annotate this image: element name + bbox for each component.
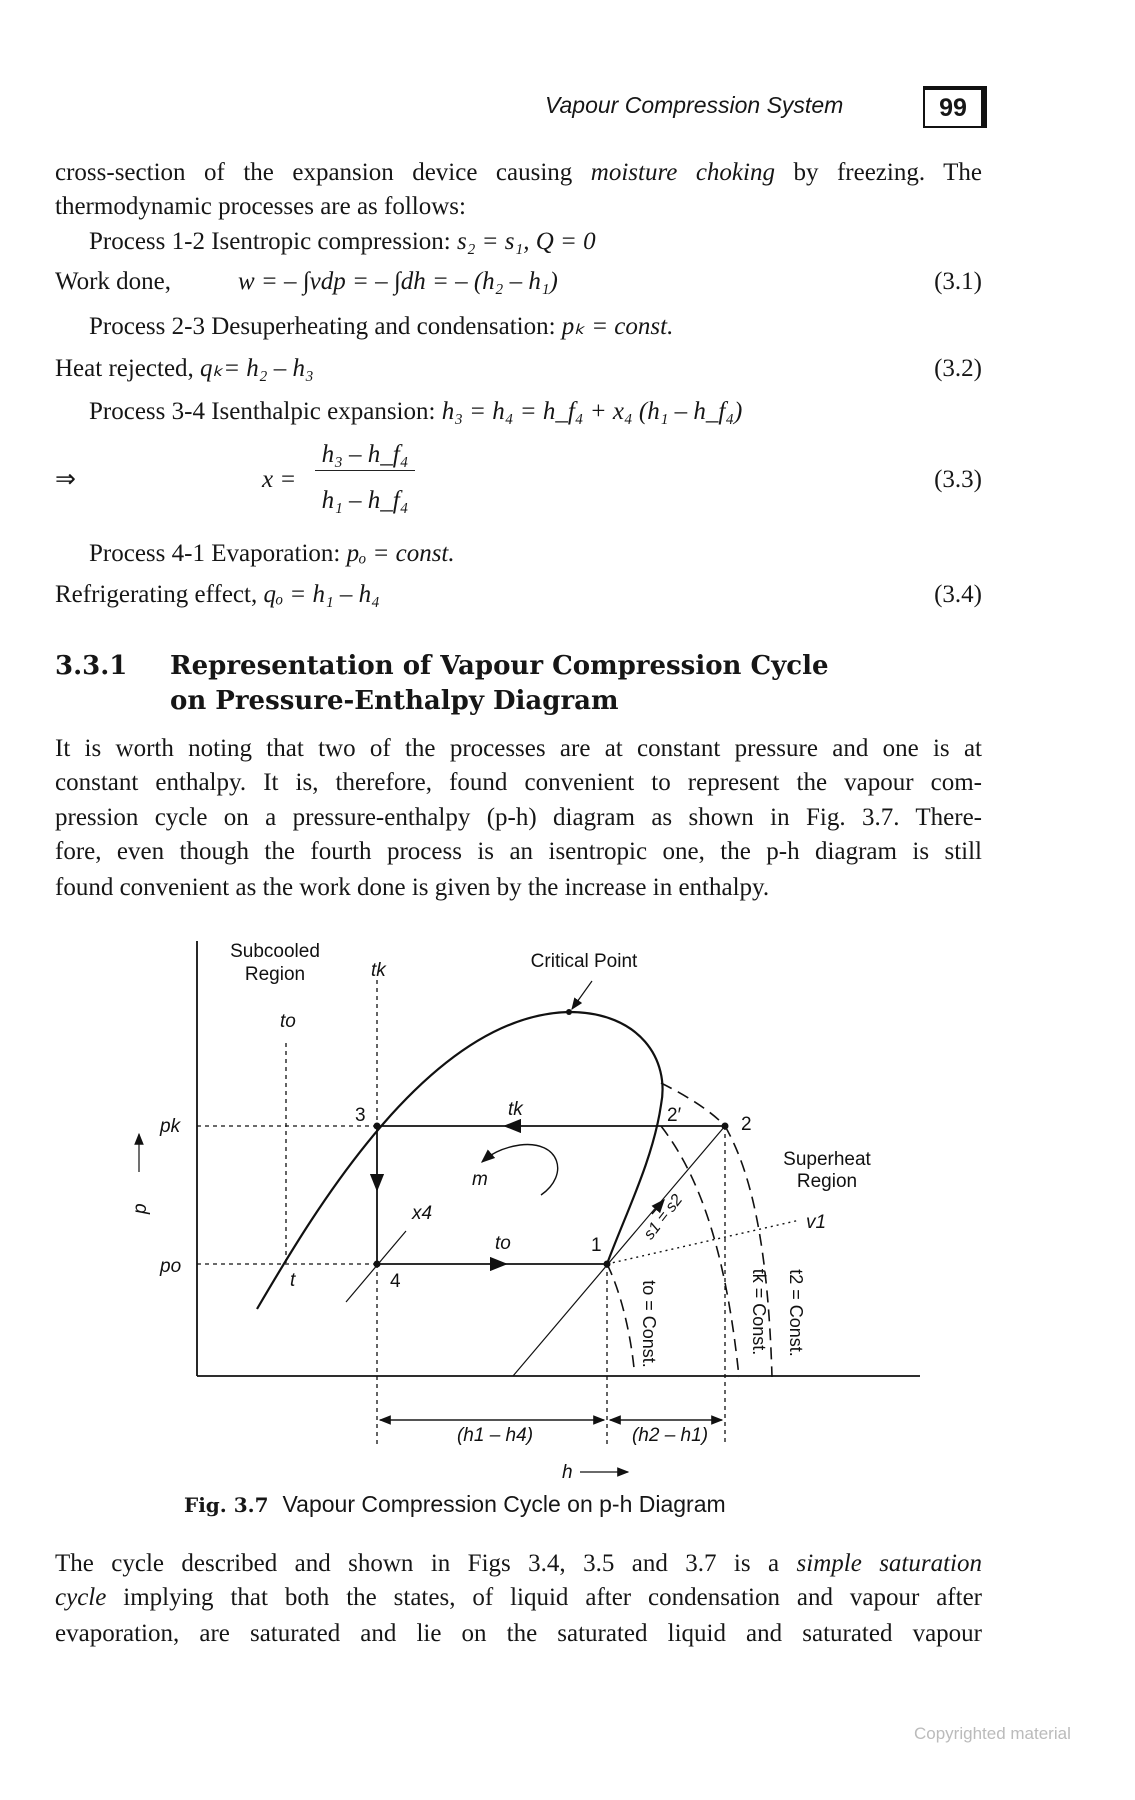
intro-line-2: thermodynamic processes are as follows: — [55, 193, 466, 220]
work-done-label: Work done, — [55, 268, 172, 295]
section-title-line-1: Representation of Vapour Compression Cycle — [170, 651, 829, 681]
label: Process 2-3 Desuperheating and condensation: — [89, 313, 562, 340]
caption-text: Vapour Compression Cycle on p-h Diagram — [282, 1491, 726, 1517]
figure-caption — [184, 1491, 726, 1518]
t2-const-label: t2 = Const. — [786, 1269, 806, 1357]
po-label: po — [160, 1256, 182, 1277]
point-2prime-label: 2′ — [667, 1105, 682, 1126]
v1-label: v1 — [806, 1212, 827, 1233]
equation: qₖ= h₂ – h₃ — [200, 355, 314, 382]
section-number: 3.3.1 — [55, 651, 128, 681]
equation: s₂ = s₁, Q = 0 — [456, 228, 596, 255]
equation: h₁ – h_f₄ — [321, 487, 409, 514]
work-done-equation — [238, 267, 558, 297]
pk-label: pk — [160, 1116, 181, 1137]
text: by freezing. The — [774, 159, 982, 186]
point-t-label: t — [290, 1270, 296, 1291]
specific-volume-line — [607, 1220, 800, 1264]
superheat-label: Superheat — [783, 1149, 871, 1170]
fraction-numerator — [315, 440, 415, 471]
h-axis-label: h — [562, 1462, 573, 1480]
emphasis: moisture choking — [590, 159, 775, 186]
paragraph-line: fore, even though the fourth process is an isentropic one, the p-h diagram is still — [55, 838, 982, 865]
equation: w = – ∫vdp = – ∫dh = – (h₂ – h₁) — [238, 268, 558, 295]
implies-symbol: ⇒ — [55, 466, 76, 493]
point-2-label: 2 — [741, 1114, 752, 1135]
equation: h₃ – h_f₄ — [321, 441, 409, 468]
to-mid-label: to — [495, 1233, 511, 1254]
dimension-h1-h4: (h1 – h4) — [456, 1425, 534, 1446]
fraction-denominator — [315, 486, 415, 516]
process-1-2 — [89, 227, 596, 257]
running-title: Vapour Compression System — [545, 92, 844, 118]
point-3-label: 3 — [355, 1105, 366, 1126]
subcooled-label: Subcooled — [230, 941, 320, 962]
dimension-h2-h1: (h2 – h1) — [631, 1425, 709, 1446]
text: implying that both the states, of liquid after condensation and vapour after — [106, 1584, 982, 1611]
section-title-line-2: on Pressure-Enthalpy Diagram — [170, 686, 619, 716]
equation-number: (3.1) — [934, 268, 982, 295]
tk-top-label: tk — [371, 960, 386, 981]
equation: pₖ = const. — [561, 313, 674, 340]
process-3-4 — [89, 397, 742, 427]
point-1-label: 1 — [591, 1235, 602, 1256]
paragraph-line: pression cycle on a pressure-enthalpy (p-h) diagram as shown in Fig. 3.7. There- — [55, 804, 982, 831]
process-2-3 — [89, 312, 673, 342]
label: Process 3-4 Isenthalpic expansion: — [89, 398, 442, 425]
page-number: 99 — [923, 86, 987, 128]
tk-const-label: tk = Const. — [749, 1268, 769, 1356]
closing-line-1 — [55, 1549, 982, 1579]
tk-mid-label: tk — [508, 1099, 523, 1120]
label: Process 1-2 Isentropic compression: — [89, 228, 457, 255]
refrigerating-effect — [55, 580, 380, 610]
equation-number: (3.2) — [934, 355, 982, 382]
dimension-lines — [139, 981, 722, 1472]
text: cross-section of the expansion device causing — [55, 159, 591, 186]
paragraph-line: constant enthalpy. It is, therefore, found convenient to represent the vapour com- — [55, 769, 982, 796]
x-equals — [262, 465, 296, 495]
state-points — [374, 1009, 729, 1268]
to-top-label: to — [280, 1011, 296, 1032]
label: Refrigerating effect, — [55, 581, 264, 608]
cycle-direction-arc — [482, 1145, 558, 1195]
paragraph-line: found convenient as the work done is given by the increase in enthalpy. — [55, 874, 770, 901]
ph-diagram — [100, 920, 920, 1480]
x4-label: x4 — [412, 1203, 433, 1224]
subcooled-label: Region — [244, 964, 306, 985]
superheat-label: Region — [796, 1171, 858, 1192]
caption-label: Fig. 3.7 — [184, 1493, 269, 1517]
label: Process 4-1 Evaporation: — [89, 540, 347, 567]
label: Heat rejected, — [55, 355, 201, 382]
copyright-watermark: Copyrighted material — [914, 1724, 1071, 1743]
emphasis: cycle — [55, 1584, 107, 1611]
equation: h₃ = h₄ = h_f₄ + x₄ (h₁ – h_f₄) — [441, 398, 743, 425]
heat-rejected — [55, 354, 314, 384]
emphasis: simple saturation — [796, 1550, 982, 1577]
equation: pₒ = const. — [346, 540, 455, 567]
closing-line-2 — [55, 1583, 982, 1613]
equation-number: (3.3) — [934, 466, 982, 493]
critical-point-label: Critical Point — [530, 951, 638, 972]
intro-line-1 — [55, 158, 982, 188]
text: The cycle described and shown in Figs 3.4, 3.5 and 3.7 is a — [55, 1550, 797, 1577]
paragraph-line: It is worth noting that two of the processes are at constant pressure and one is at — [55, 735, 982, 762]
isentrope-line — [513, 1126, 725, 1376]
to-const-label: to = Const. — [639, 1280, 659, 1368]
equation-number: (3.4) — [934, 581, 982, 608]
isentrope-label: s1 = s2 — [640, 1191, 687, 1243]
closing-line-3: evaporation, are saturated and lie on the saturated liquid and saturated vapour — [55, 1620, 982, 1647]
mass-flow-label: m — [472, 1169, 488, 1190]
p-axis-label: p — [130, 1203, 151, 1214]
equation: x = — [262, 466, 297, 493]
point-4-label: 4 — [390, 1271, 401, 1292]
process-4-1 — [89, 539, 455, 569]
equation: qₒ = h₁ – h₄ — [263, 581, 380, 608]
